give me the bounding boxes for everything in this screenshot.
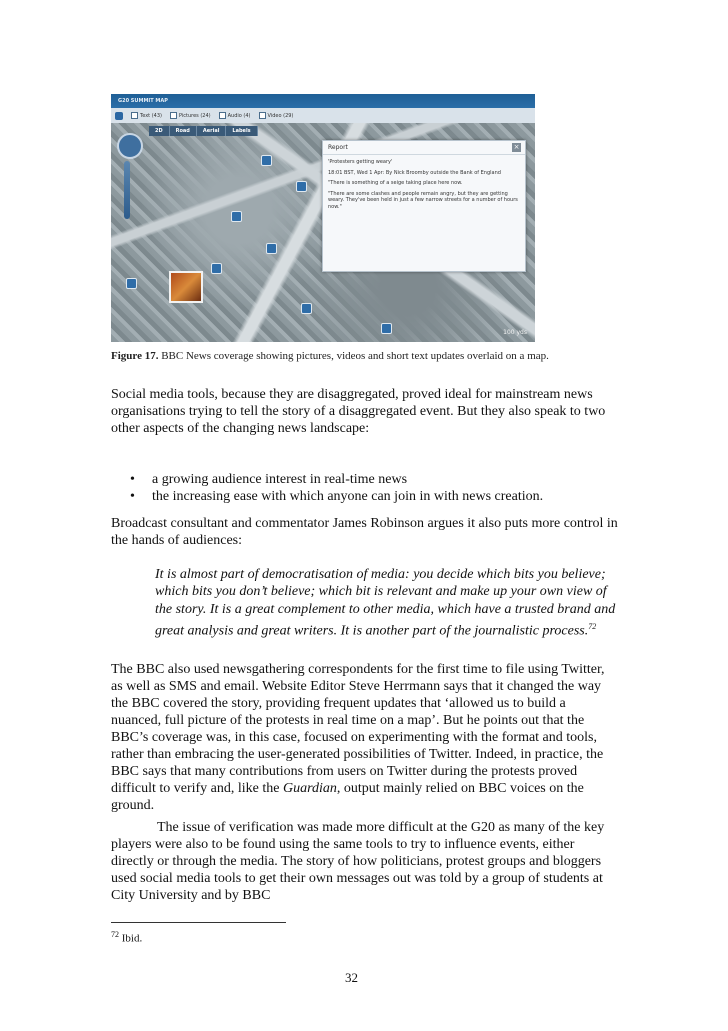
popup-body xyxy=(323,155,525,219)
map-filter-bar xyxy=(111,108,535,123)
report-popup xyxy=(322,140,526,272)
publication-name: Guardian xyxy=(282,781,337,796)
footnote-ref: 72 xyxy=(588,622,597,632)
figure-label: Figure 17. xyxy=(111,350,159,362)
map-screenshot xyxy=(111,94,535,342)
bullet-list xyxy=(130,471,543,505)
page-number: 32 xyxy=(345,970,358,985)
close-icon: × xyxy=(513,143,520,151)
popup-title: Report xyxy=(323,141,525,155)
map-marker-icon xyxy=(261,155,272,166)
list-item: • the increasing ease with which anyone can join in with news creation. xyxy=(130,489,544,504)
zoom-slider-icon xyxy=(124,161,130,219)
checkbox-icon xyxy=(259,112,266,119)
map-scale: 100 yds xyxy=(503,329,527,336)
paragraph-4: The issue of verification was made more difficult at the G20 as many of the key players were also to be found using the same tools to try to influence events, either directly or through the media. The story of how politicians, protest groups and bloggers used social media tools to get their own messages out was told by a group of students at City University and by BBC xyxy=(111,820,605,903)
paragraph-2: Broadcast consultant and commentator James Robinson argues it also puts more control in the hands of audiences: xyxy=(111,516,618,548)
map-marker-icon xyxy=(231,211,242,222)
map-marker-icon xyxy=(301,303,312,314)
map-marker-icon xyxy=(211,263,222,274)
popup-meta: 18:01 BST, Wed 1 Apr: By Nick Broomby outside the Bank of England xyxy=(328,169,501,176)
list-item: • a growing audience interest in real-time news xyxy=(130,472,408,487)
map-title: G20 SUMMIT MAP xyxy=(111,94,535,108)
filter-text: Text (43) xyxy=(131,112,162,119)
map-photo-thumbnail xyxy=(169,271,203,303)
figure-caption-text: BBC News coverage showing pictures, videos and short text updates overlaid on a map. xyxy=(158,350,549,362)
checkbox-icon xyxy=(170,112,177,119)
footnote-text: Ibid. xyxy=(119,932,143,945)
block-quote: It is almost part of democratisation of media: you decide which bits you believe; which bits you don’t believe; which bit is relevant and make up your own view of the story. It is a great complement to other media, which have a trusted brand and great analysis and great writers. It is another part of the journalistic process.$^{72}$ xyxy=(155,567,616,639)
navigation-compass-icon xyxy=(117,133,143,159)
filter-audio: Audio (4) xyxy=(219,112,251,119)
map-menu-icon xyxy=(115,112,123,120)
checkbox-icon xyxy=(131,112,138,119)
filter-pictures: Pictures (24) xyxy=(170,112,211,119)
tab-2d: 2D xyxy=(149,126,170,136)
map-marker-icon xyxy=(126,278,137,289)
tab-road: Road xyxy=(170,126,197,136)
map-marker-icon xyxy=(296,181,307,192)
map-marker-icon xyxy=(266,243,277,254)
popup-headline: 'Protesters getting weary' xyxy=(328,159,393,165)
paragraph-1: Social media tools, because they are disaggregated, proved ideal for mainstream news organisations trying to tell the story of a disaggregated event. But they also speak to two other aspects of the changing news landscape: xyxy=(111,387,606,436)
footnote xyxy=(111,930,142,945)
popup-quote-1: "There is something of a seige taking place here now. xyxy=(328,180,463,187)
footnote-number: 72 xyxy=(111,930,119,939)
popup-quote-2: "There are some clashes and people remain angry, but they are getting weary. They've been held in just a few narrow streets for a number of hours now." xyxy=(328,190,518,210)
checkbox-icon xyxy=(219,112,226,119)
tab-labels: Labels xyxy=(226,126,257,136)
map-view-tabs xyxy=(149,126,258,136)
footnote-divider xyxy=(111,922,286,923)
map-marker-icon xyxy=(381,323,392,334)
figure-caption xyxy=(111,348,616,364)
tab-aerial: Aerial xyxy=(197,126,227,136)
filter-video: Video (29) xyxy=(259,112,294,119)
paragraph-3: The BBC also used newsgathering correspondents for the first time to file using Twitter, as well as SMS and email. Website Editor Steve Herrmann says that it changed the way the BBC covered the story, providing frequent updates that ‘allowed us to build a nuanced, full picture of the protests in real time on a map’. But he points out that the BBC’s coverage was, in this case, focused on experimenting with the format and tools, rather than embracing the user-generated possibilities of Twitter. Indeed, in practice, the BBC says that many contributions from users on Twitter during the protests proved difficult to verify and, like the Guardian, output mainly relied on BBC voices on the ground. xyxy=(111,662,605,813)
